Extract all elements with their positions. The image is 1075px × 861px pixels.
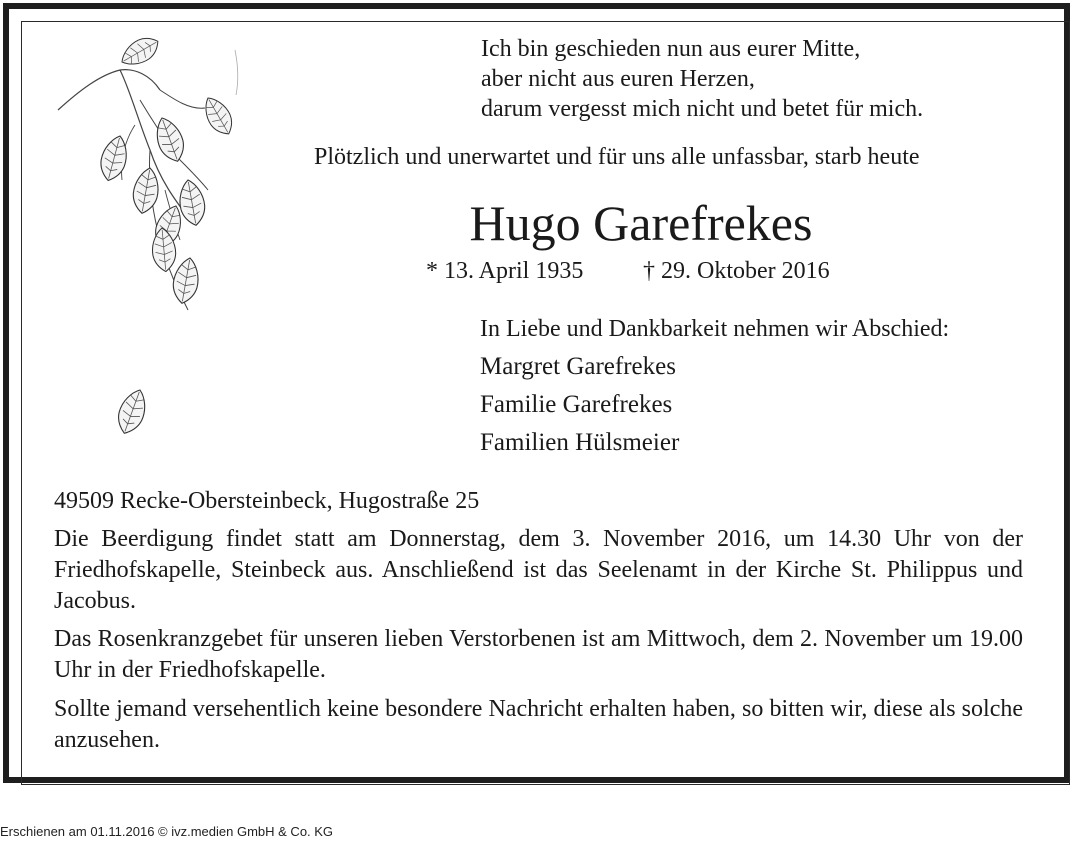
- mourners-heading: In Liebe und Dankbarkeit nehmen wir Abschied:: [480, 316, 950, 342]
- publication-footer: Erschienen am 01.11.2016 © ivz.medien GmbH & Co. KG: [0, 824, 334, 839]
- notice-paragraph: Sollte jemand versehentlich keine besondere Nachricht erhalten haben, so bitten wir, diese als solche anzusehen.: [54, 696, 1023, 753]
- mourner-name: Familien Hülsmeier: [480, 429, 680, 456]
- funeral-paragraph: Die Beerdigung findet statt am Donnerstag, dem 3. November 2016, um 14.30 Uhr von der Friedhofskapelle, Steinbeck aus. Anschließend ist das Seelenamt in der Kirche St. Philippus und Jacobus.: [54, 526, 1023, 614]
- intro-text: Plötzlich und unerwartet und für uns alle unfassbar, starb heute: [314, 144, 920, 170]
- poem: [481, 34, 923, 124]
- death-date: † 29. Oktober 2016: [643, 258, 830, 284]
- rosary-paragraph: Das Rosenkranzgebet für unseren lieben Verstorbenen ist am Mittwoch, dem 2. November um 19.00 Uhr in der Friedhofskapelle.: [54, 626, 1023, 683]
- poem-line: Ich bin geschieden nun aus eurer Mitte,: [481, 36, 861, 62]
- address: 49509 Recke-Obersteinbeck, Hugostraße 25: [54, 488, 480, 514]
- deceased-name: Hugo Garefrekes: [469, 195, 813, 251]
- mourner-name: Margret Garefrekes: [480, 353, 676, 380]
- mourner-name: Familie Garefrekes: [480, 391, 673, 418]
- poem-line: aber nicht aus euren Herzen,: [481, 66, 755, 92]
- poem-line: darum vergesst mich nicht und betet für mich.: [481, 96, 924, 122]
- mourners-block: [480, 310, 949, 462]
- birth-date: * 13. April 1935: [426, 258, 584, 284]
